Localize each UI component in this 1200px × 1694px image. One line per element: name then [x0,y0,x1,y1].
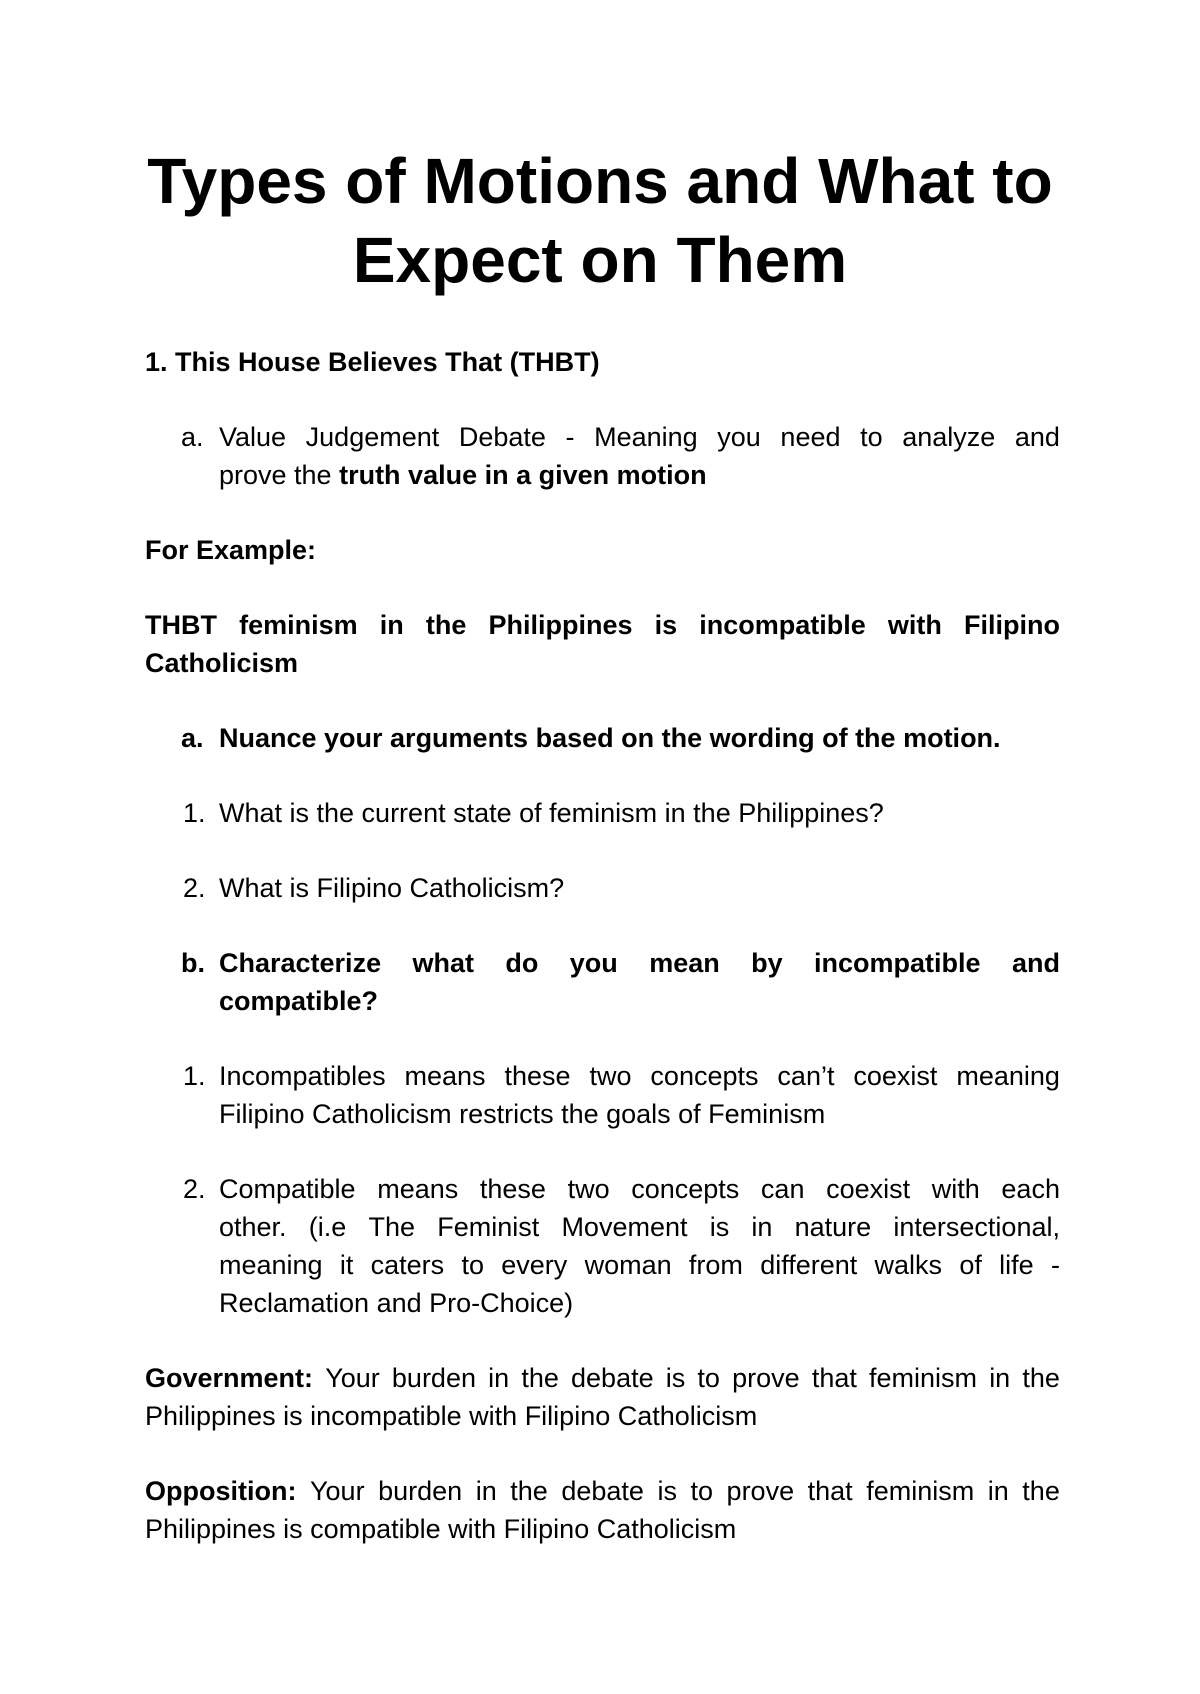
motion-line-1 [145,606,1060,644]
word: is [657,1476,677,1506]
word: two [589,1061,632,1091]
word: can [760,1174,805,1204]
word: burden [378,1476,463,1506]
list-marker-b: b. [181,948,205,978]
incompatible-definition-line-1 [219,1057,1060,1095]
word: is [665,1363,686,1393]
list-marker-2-question: 2. [183,873,206,903]
word: it [339,1250,354,1280]
word: mean [649,948,720,978]
word: the [521,1363,559,1393]
word: Meaning [594,422,698,452]
list-marker-1-question: 1. [183,798,206,828]
word: from [688,1250,743,1280]
compatible-definition-line-1 [219,1170,1060,1208]
word: means [404,1061,486,1091]
word: walks [874,1250,943,1280]
word: Your [310,1476,365,1506]
word: and [1011,948,1060,978]
word: Value [219,422,287,452]
nuance-instruction: Nuance your arguments based on the wording of the motion. [219,723,1001,753]
word: every [501,1250,568,1280]
word: caters [370,1250,445,1280]
question-filipino-catholicism: What is Filipino Catholicism? [219,873,565,903]
word: meaning [219,1250,323,1280]
word: the [1022,1476,1060,1506]
word: two [567,1174,610,1204]
word: Debate [458,422,546,452]
value-judgement-line-1 [219,418,1060,456]
word: incompatible [814,948,981,978]
word: with [887,610,942,640]
word: feminism [866,1476,975,1506]
word: can’t [777,1061,835,1091]
word: you [717,422,761,452]
word: in [488,1363,510,1393]
word: in [751,1212,773,1242]
question-feminism-state: What is the current state of feminism in the Philippines? [219,798,884,828]
word: feminism [869,1363,978,1393]
word: incompatible [699,610,866,640]
compatible-definition-line-2 [219,1208,1060,1246]
word: Feminist [437,1212,540,1242]
word: coexist [853,1061,938,1091]
word: by [751,948,783,978]
list-marker-1-definition: 1. [183,1061,206,1091]
word: to [697,1363,720,1393]
list-marker-a-nuance: a. [181,723,204,753]
word: these [479,1174,546,1204]
word: Characterize [219,948,382,978]
incompatible-definition-line-2: Filipino Catholicism restricts the goals of Feminism [219,1099,826,1129]
word: that [807,1476,853,1506]
for-example-label: For Example: [145,535,317,565]
word: Compatible [219,1174,356,1204]
word: Movement [561,1212,688,1242]
word: to [461,1250,484,1280]
motion-line-2: Catholicism [145,648,299,678]
word: to [860,422,883,452]
word: debate [571,1363,654,1393]
characterize-line-1 [219,944,1060,982]
word: prove [732,1363,800,1393]
value-judgement-emphasis: truth value in a given motion [339,460,707,490]
word: Filipino [964,610,1060,640]
word: life [999,1250,1034,1280]
word: each [1001,1174,1060,1204]
word: concepts [650,1061,759,1091]
word: that [811,1363,857,1393]
word: in [987,1476,1009,1506]
opposition-burden-line-1 [145,1472,1060,1510]
list-marker-a: a. [181,422,204,452]
value-judgement-text: prove the [219,460,340,490]
opposition-burden-line-2: Philippines is compatible with Filipino Catholicism [145,1514,737,1544]
word: is [709,1212,730,1242]
word: the [510,1476,548,1506]
word: (i.e [308,1212,347,1242]
word: need [780,422,841,452]
compatible-definition-line-3 [219,1246,1060,1284]
document-title-line-1: Types of Motions and What to [147,145,1053,217]
word: you [569,948,618,978]
government-label: Government: [145,1363,314,1393]
word: coexist [826,1174,911,1204]
word: nature [794,1212,872,1242]
word: of [959,1250,982,1280]
word: Philippines [488,610,633,640]
word: - [1050,1250,1060,1280]
word: other. [219,1212,287,1242]
word: concepts [631,1174,740,1204]
word: intersectional, [893,1212,1060,1242]
word: the [1022,1363,1060,1393]
list-marker-2-definition: 2. [183,1174,206,1204]
government-burden-line-2: Philippines is incompatible with Filipino Catholicism [145,1401,758,1431]
word: woman [584,1250,672,1280]
word: is [654,610,678,640]
section-heading-thbt: 1. This House Believes That (THBT) [145,347,600,377]
word: with [931,1174,980,1204]
word: Judgement [305,422,440,452]
government-burden-line-1 [145,1359,1060,1397]
opposition-label: Opposition: [145,1476,297,1506]
word: prove [726,1476,795,1506]
characterize-line-2: compatible? [219,986,379,1016]
word: these [504,1061,571,1091]
word: means [377,1174,459,1204]
word: debate [561,1476,644,1506]
word: and [1014,422,1060,452]
word: different [760,1250,858,1280]
word: Your [325,1363,380,1393]
word: burden [391,1363,476,1393]
word: in [475,1476,497,1506]
word: what [412,948,474,978]
word: Incompatibles [219,1061,386,1091]
value-judgement-line-2 [219,456,707,494]
word: meaning [956,1061,1060,1091]
word: The [368,1212,416,1242]
word: in [379,610,404,640]
word: - [565,422,575,452]
word: THBT [145,610,217,640]
word: feminism [239,610,358,640]
word: to [690,1476,714,1506]
word: in [989,1363,1011,1393]
word: the [425,610,467,640]
word: do [505,948,539,978]
compatible-definition-line-4: Reclamation and Pro-Choice) [219,1288,574,1318]
document-title-line-2: Expect on Them [352,224,848,296]
word: analyze [902,422,996,452]
